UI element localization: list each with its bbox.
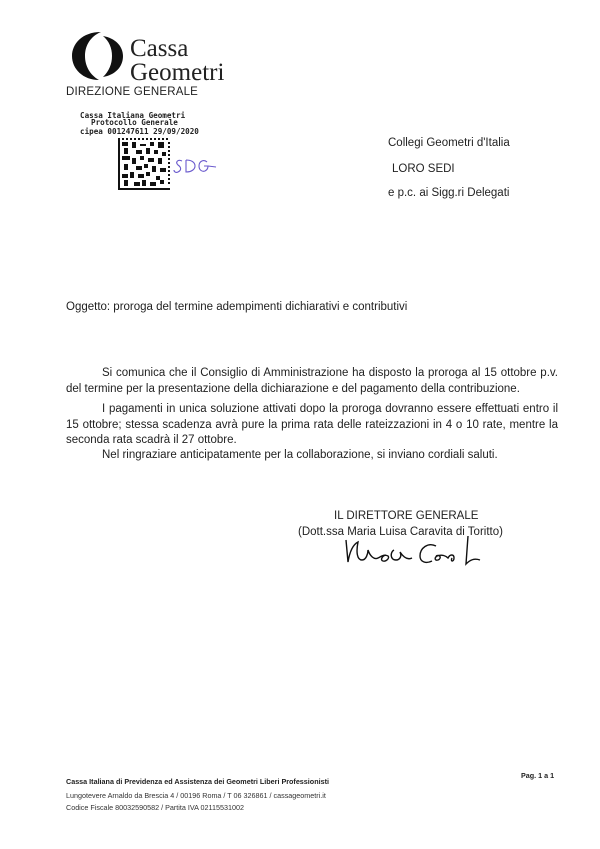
signature-title: IL DIRETTORE GENERALE: [334, 510, 479, 522]
body-paragraph-3: Nel ringraziare anticipatamente per la collaborazione, si inviano cordiali saluti.: [102, 449, 498, 461]
recipient-line1: Collegi Geometri d'Italia: [388, 137, 510, 149]
footer-organization: Cassa Italiana di Previdenza ed Assistenza dei Geometri Liberi Professionisti: [66, 777, 329, 786]
protocol-stamp-line1: Cassa Italiana Geometri: [80, 111, 186, 120]
handwritten-initials-sdg: [172, 156, 218, 178]
body-paragraph-2: I pagamenti in unica soluzione attivati dopo la proroga dovranno essere effettuati entro il 15 ottobre; stessa scadenza avrà pure la prima rata delle rateizzazioni in 4 o 10 rate, mentre la seconda rata scadrà il 27 ottobre.: [66, 403, 558, 446]
protocol-stamp-line3: cipea 001247611 29/09/2020: [80, 127, 199, 136]
protocol-stamp-line2: Protocollo Generale: [91, 118, 178, 127]
recipient-line2: LORO SEDI: [392, 163, 455, 175]
handwritten-signature: [338, 530, 488, 572]
footer-fiscal-codes: Codice Fiscale 80032590582 / Partita IVA 02115531002: [66, 803, 244, 812]
footer-address: Lungotevere Arnaldo da Brescia 4 / 00196 Roma / T 06 326861 / cassageometri.it: [66, 791, 326, 800]
datamatrix-code-icon: [118, 138, 170, 190]
logo-text-cassa: Cassa: [130, 35, 189, 62]
cassa-geometri-logo-icon: [68, 28, 132, 84]
letter-subject: Oggetto: proroga del termine adempimenti dichiarativi e contributivi: [66, 301, 408, 313]
logo-text-geometri: Geometri: [130, 59, 225, 86]
department-label: DIREZIONE GENERALE: [66, 86, 199, 98]
signatory-name: (Dott.ssa Maria Luisa Caravita di Toritto): [298, 526, 503, 538]
recipient-line3: e p.c. ai Sigg.ri Delegati: [388, 187, 510, 199]
body-paragraph-1: Si comunica che il Consiglio di Amministrazione ha disposto la proroga al 15 ottobre p.v. del termine per la presentazione della dichiarazione e del pagamento della contribuzione.: [66, 367, 558, 395]
page-number: Pag. 1 a 1: [521, 771, 555, 780]
